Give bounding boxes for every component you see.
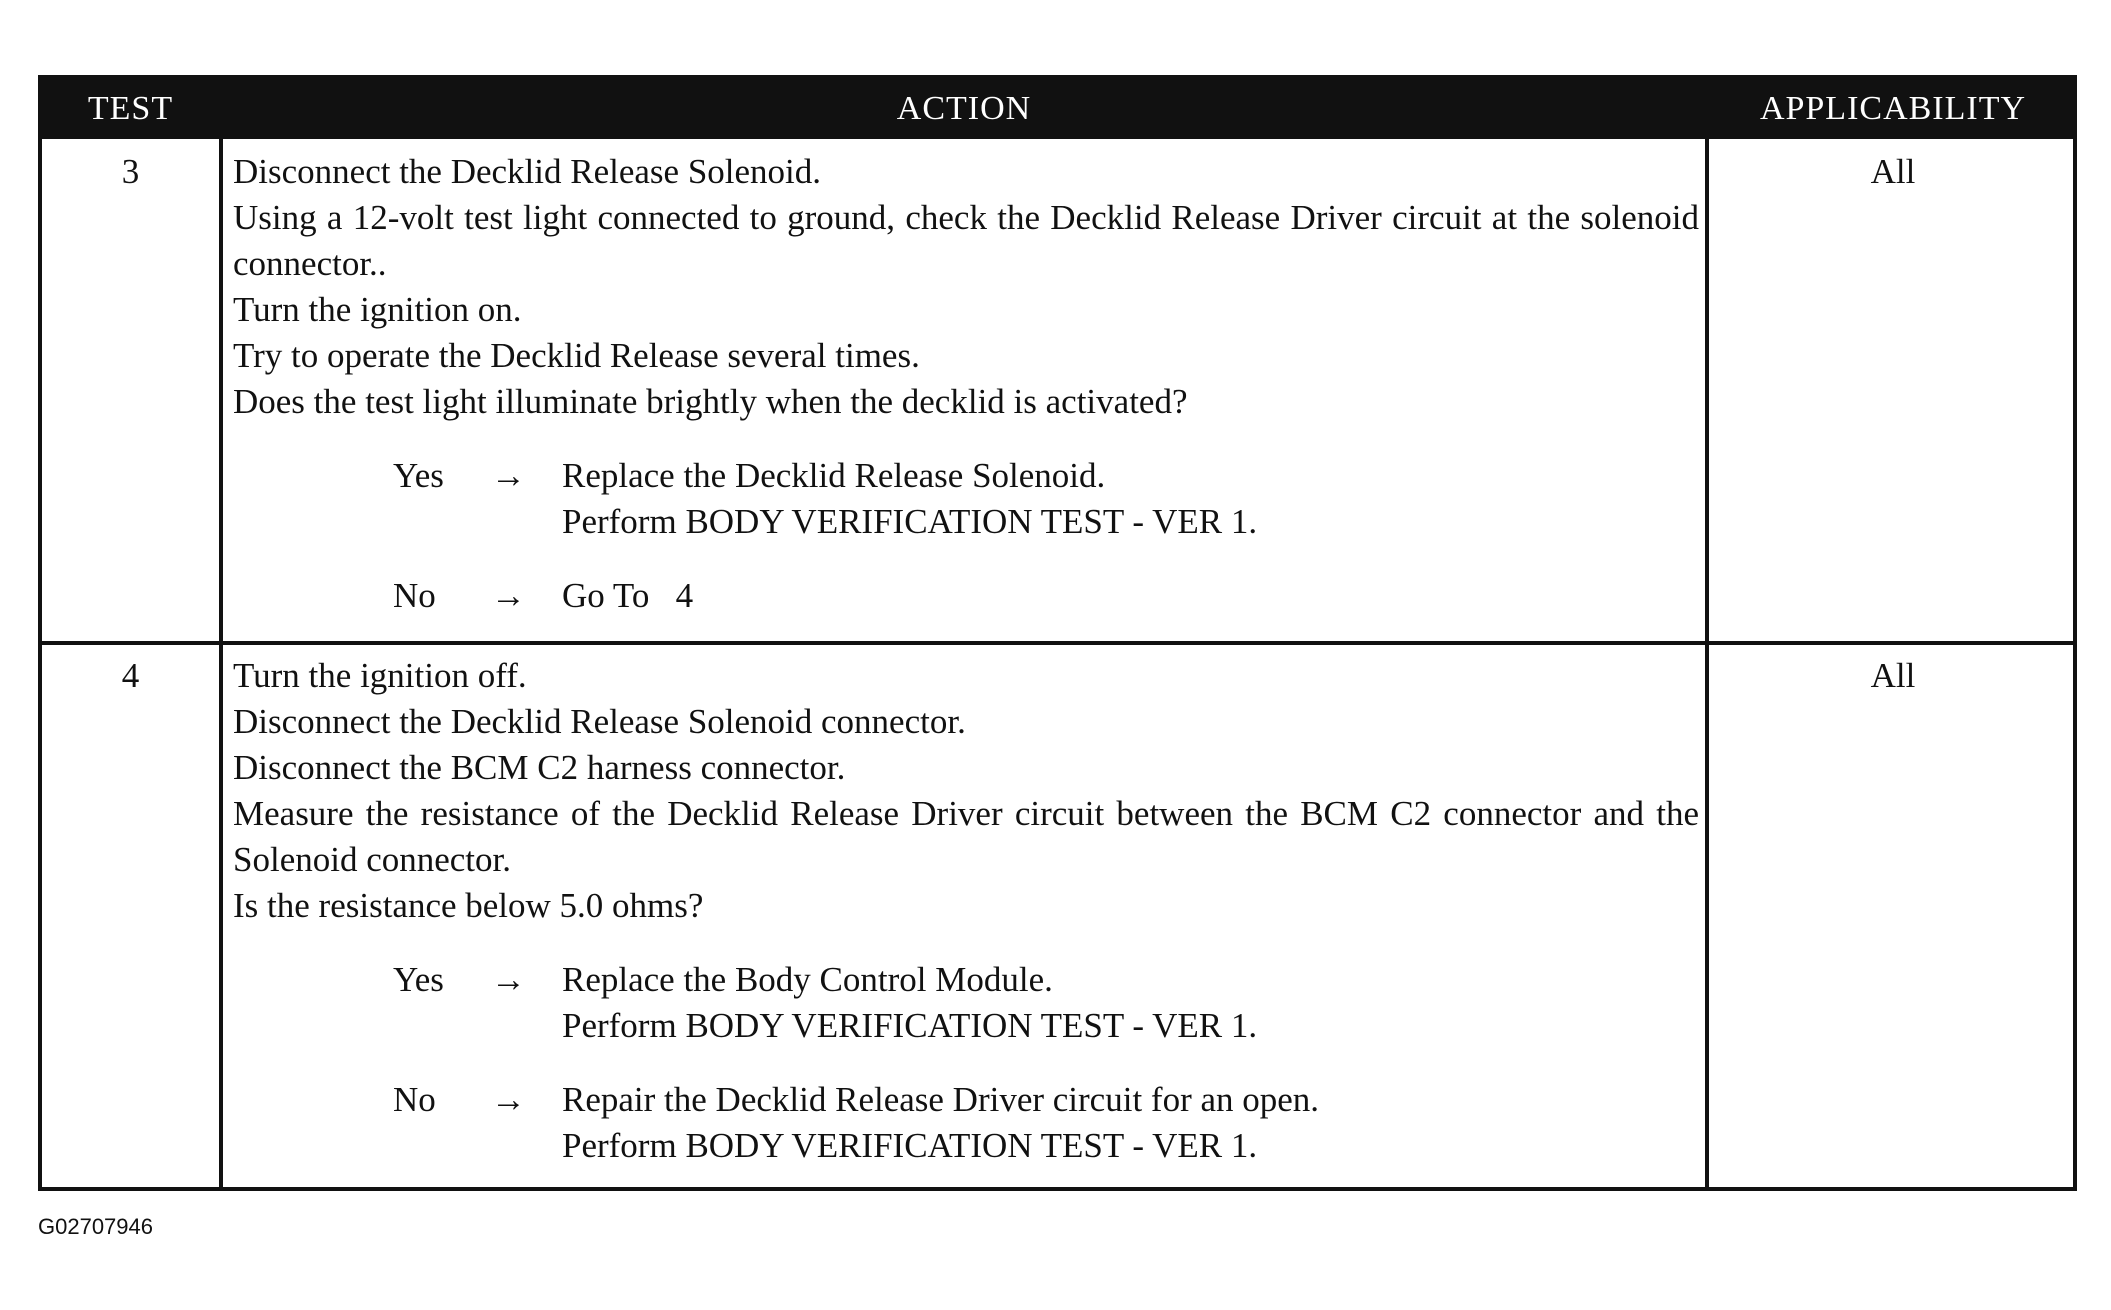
- action-step: Using a 12-volt test light connected to ground, check the Decklid Release Driver circuit at the solenoid connector..: [233, 198, 1699, 283]
- right-arrow-icon: →: [491, 576, 526, 615]
- test-number: 3: [121, 152, 140, 191]
- action-step: Does the test light illuminate brightly when the decklid is activated?: [233, 382, 1188, 421]
- action-step: Disconnect the BCM C2 harness connector.: [233, 748, 846, 787]
- yes-result-followup: Perform BODY VERIFICATION TEST - VER 1.: [562, 502, 1258, 541]
- action-step: Is the resistance below 5.0 ohms?: [233, 886, 704, 925]
- yes-result: Replace the Decklid Release Solenoid.: [562, 456, 1106, 495]
- yes-result: Replace the Body Control Module.: [562, 960, 1053, 999]
- no-result: Repair the Decklid Release Driver circuit for an open.: [562, 1080, 1320, 1119]
- right-arrow-icon: →: [491, 960, 526, 999]
- action-cell: [233, 653, 1699, 1169]
- no-result-followup: Perform BODY VERIFICATION TEST - VER 1.: [562, 1126, 1258, 1165]
- yes-label: Yes: [393, 960, 444, 999]
- right-arrow-icon: →: [491, 1080, 526, 1119]
- header-test: TEST: [87, 90, 174, 127]
- yes-response: [233, 453, 1699, 499]
- no-response: [233, 1077, 1699, 1123]
- yes-result-followup: Perform BODY VERIFICATION TEST - VER 1.: [562, 1006, 1258, 1045]
- column-divider: [219, 139, 223, 1187]
- action-cell: [233, 149, 1699, 619]
- header-action: ACTION: [896, 90, 1032, 127]
- applicability-value: All: [1870, 656, 1916, 695]
- action-step: Disconnect the Decklid Release Solenoid.: [233, 152, 822, 191]
- yes-response: [233, 957, 1699, 1003]
- action-step: Turn the ignition off.: [233, 656, 527, 695]
- figure-id: G02707946: [38, 1214, 153, 1239]
- table-header: [42, 79, 2073, 139]
- no-response: [233, 573, 1699, 619]
- action-step: Turn the ignition on.: [233, 290, 522, 329]
- action-step: Measure the resistance of the Decklid Release Driver circuit between the BCM C2 connector and the Solenoid connector.: [233, 794, 1699, 879]
- applicability-value: All: [1870, 152, 1916, 191]
- diagnostic-test-table: [38, 75, 2077, 1191]
- no-result: Go To 4: [562, 576, 694, 615]
- action-step: Try to operate the Decklid Release several times.: [233, 336, 920, 375]
- right-arrow-icon: →: [491, 456, 526, 495]
- no-label: No: [393, 576, 436, 615]
- yes-label: Yes: [393, 456, 444, 495]
- row-divider: [42, 641, 2073, 645]
- header-applicability: APPLICABILITY: [1759, 90, 2027, 127]
- test-number: 4: [121, 656, 140, 695]
- action-step: Disconnect the Decklid Release Solenoid connector.: [233, 702, 966, 741]
- no-label: No: [393, 1080, 436, 1119]
